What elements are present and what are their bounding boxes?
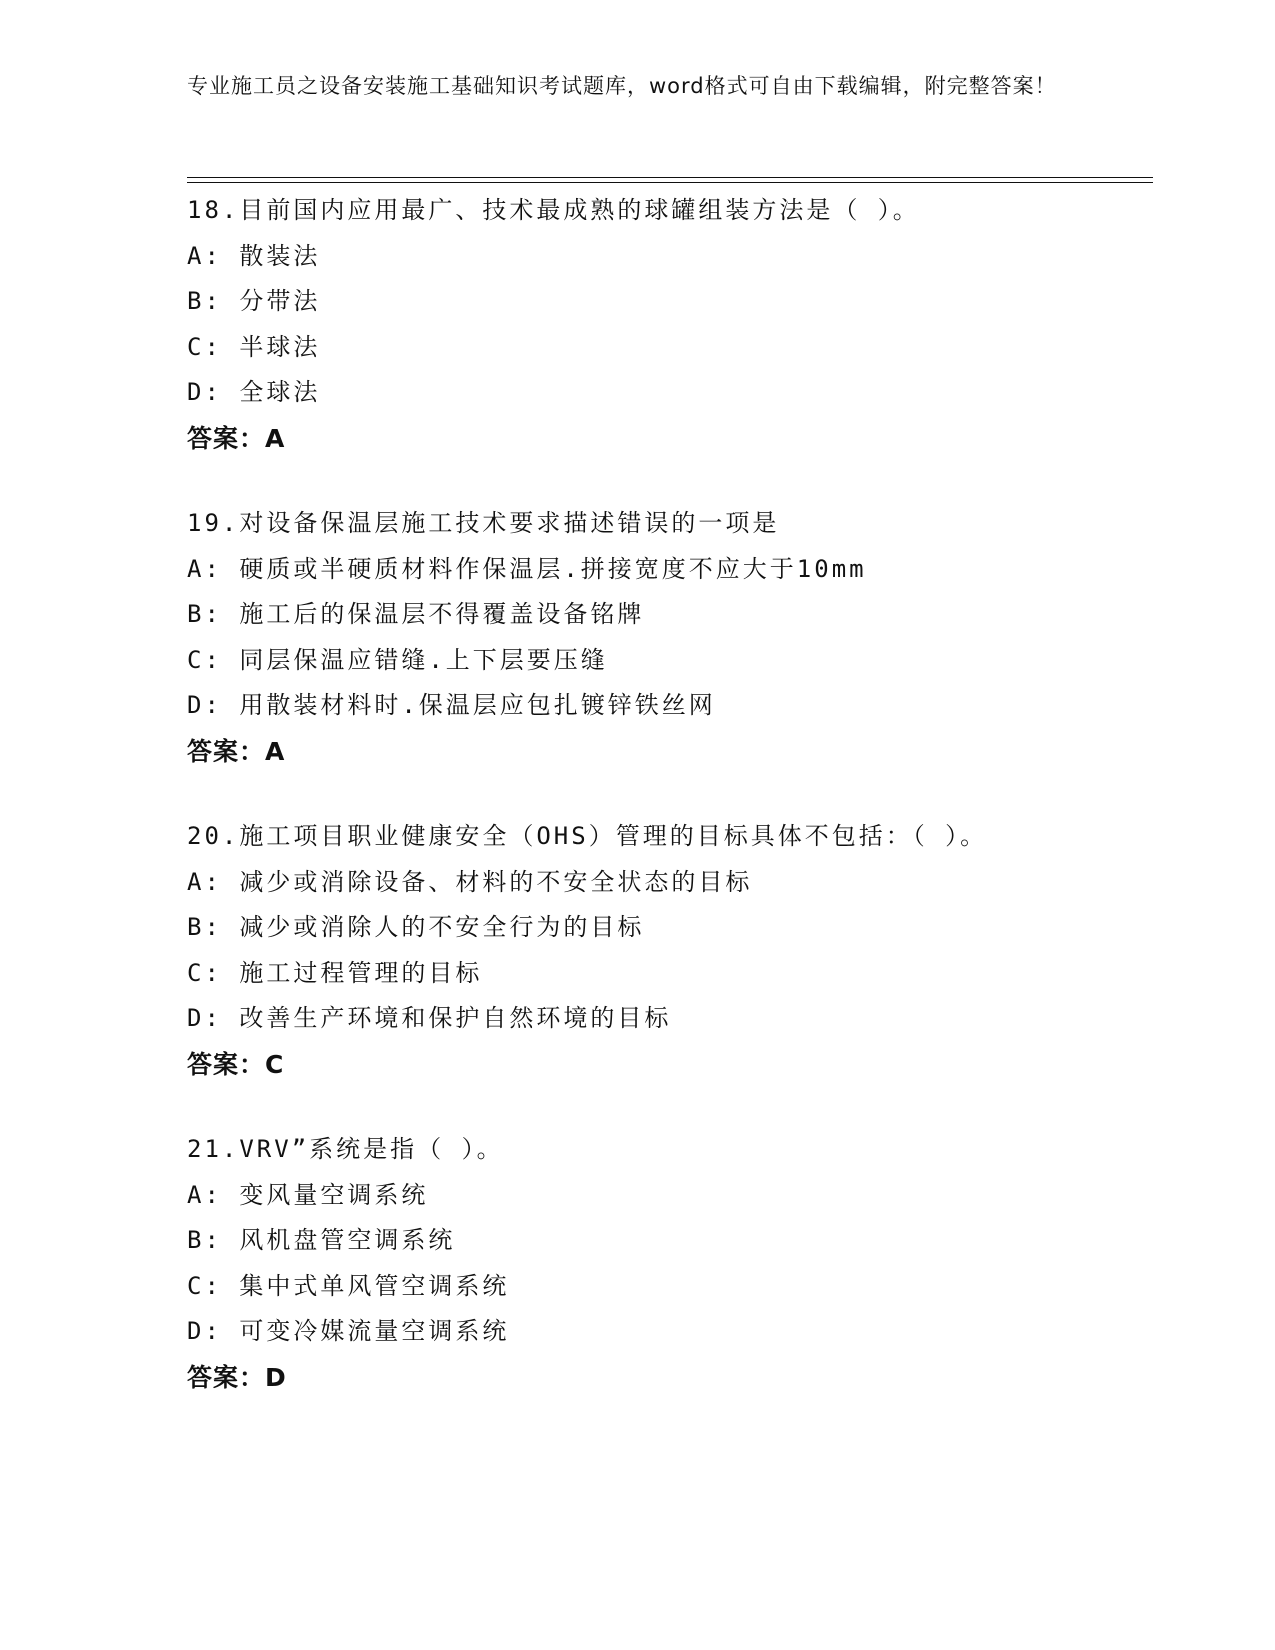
option-d: D: 可变冷媒流量空调系统 xyxy=(187,1317,510,1345)
option-d: D: 改善生产环境和保护自然环境的目标 xyxy=(187,1004,672,1032)
question-20 xyxy=(187,814,1147,1087)
option-b: B: 分带法 xyxy=(187,287,321,315)
option-a: A: 减少或消除设备、材料的不安全状态的目标 xyxy=(187,867,753,896)
question-21 xyxy=(187,1127,1147,1400)
question-19 xyxy=(187,501,1147,774)
question-stem: 20.施工项目职业健康安全（OHS）管理的目标具体不包括：（ ）。 xyxy=(187,822,988,850)
option-c: C: 同层保温应错缝.上下层要压缝 xyxy=(187,645,608,674)
option-c: C: 施工过程管理的目标 xyxy=(187,958,483,987)
answer: 答案：C xyxy=(187,1049,285,1079)
option-c: C: 集中式单风管空调系统 xyxy=(187,1271,510,1300)
option-a: A: 变风量空调系统 xyxy=(187,1180,429,1209)
question-list xyxy=(187,188,1147,1440)
option-b: B: 减少或消除人的不安全行为的目标 xyxy=(187,913,645,941)
question-18 xyxy=(187,188,1147,461)
option-a: A: 散装法 xyxy=(187,241,321,270)
option-c: C: 半球法 xyxy=(187,332,321,361)
question-stem: 21.VRV”系统是指（ ）。 xyxy=(187,1135,504,1163)
header-divider-top xyxy=(187,177,1153,178)
option-d: D: 全球法 xyxy=(187,378,321,406)
answer: 答案：D xyxy=(187,1362,287,1392)
answer: 答案：A xyxy=(187,736,286,766)
option-b: B: 风机盘管空调系统 xyxy=(187,1226,456,1254)
option-b: B: 施工后的保温层不得覆盖设备铭牌 xyxy=(187,600,645,628)
document-header: 专业施工员之设备安装施工基础知识考试题库，word格式可自由下载编辑，附完整答案！ xyxy=(187,74,1057,98)
answer: 答案：A xyxy=(187,423,286,453)
question-stem: 19.对设备保温层施工技术要求描述错误的一项是 xyxy=(187,509,780,537)
question-stem: 18.目前国内应用最广、技术最成熟的球罐组装方法是（ ）。 xyxy=(187,196,920,224)
header-divider-bottom xyxy=(187,182,1153,183)
option-d: D: 用散装材料时.保温层应包扎镀锌铁丝网 xyxy=(187,691,716,719)
option-a: A: 硬质或半硬质材料作保温层.拼接宽度不应大于10mm xyxy=(187,554,867,583)
